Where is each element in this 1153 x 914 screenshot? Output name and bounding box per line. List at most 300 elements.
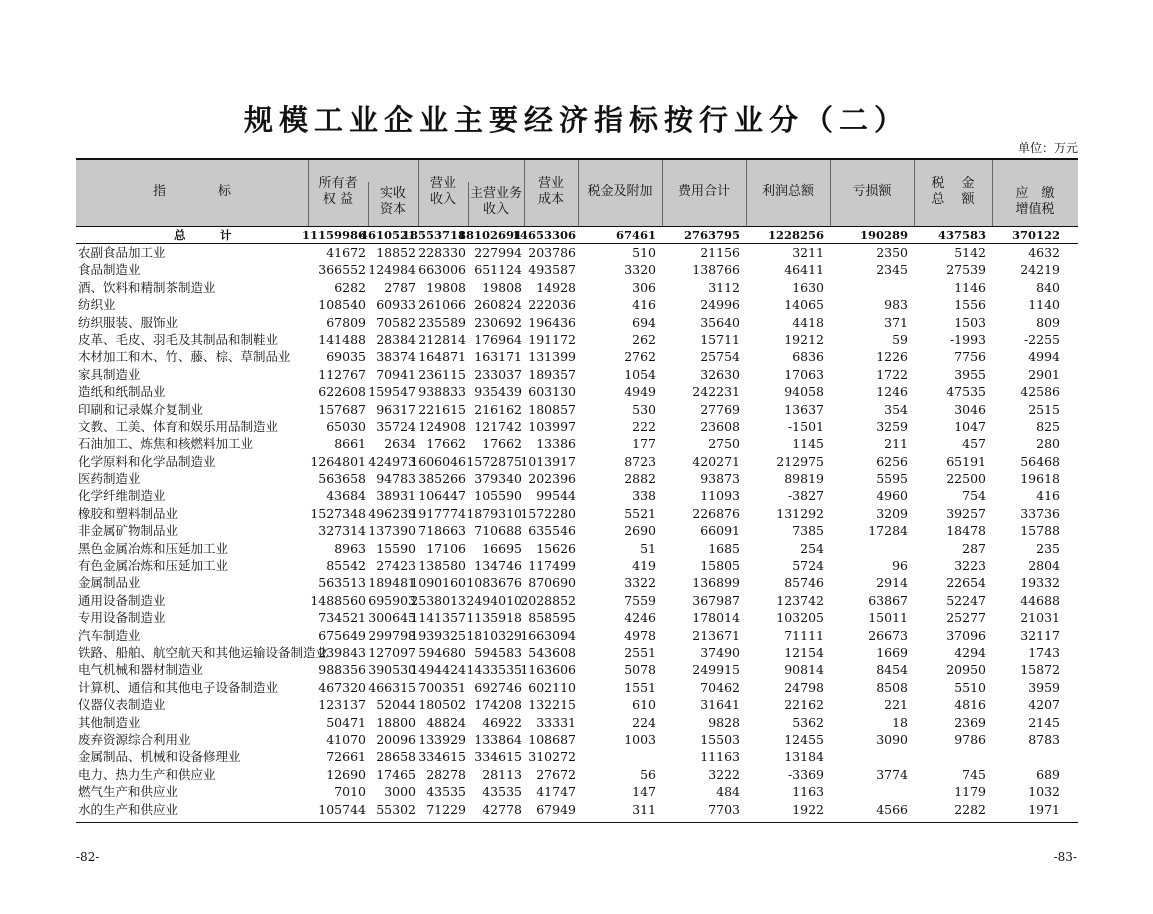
row-value: 2762 <box>624 349 656 365</box>
row-value: 43535 <box>482 784 522 800</box>
row-value: 216162 <box>474 401 522 417</box>
table-row <box>76 609 1078 626</box>
row-value: 180502 <box>418 697 466 713</box>
row-value: 1141357 <box>410 610 466 626</box>
row-value: 4949 <box>624 384 656 400</box>
row-value: 65030 <box>326 418 366 434</box>
table-row <box>76 279 1078 296</box>
row-name: 家具制造业 <box>78 366 141 382</box>
row-name: 电气机械和器材制造业 <box>78 662 204 678</box>
row-value: 300645 <box>368 610 416 626</box>
row-value: 93873 <box>700 471 740 487</box>
row-value: 9786 <box>954 731 986 747</box>
row-value: 90814 <box>784 662 824 678</box>
row-name: 文教、工美、体育和娱乐用品制造业 <box>78 418 279 434</box>
row-name: 食品制造业 <box>78 262 141 278</box>
row-value: 1606046 <box>410 453 466 469</box>
row-value: 56468 <box>1020 453 1060 469</box>
table-row <box>76 401 1078 418</box>
row-value: 1047 <box>954 418 986 434</box>
row-value: 8454 <box>876 662 908 678</box>
row-value: 718663 <box>418 523 466 539</box>
row-value: 2763795 <box>683 228 740 242</box>
row-value: 21031 <box>1020 610 1060 626</box>
row-value: 424973 <box>368 453 416 469</box>
row-value: 4816 <box>954 697 986 713</box>
row-value: 67461 <box>615 228 656 242</box>
row-value: 1140 <box>1028 297 1060 313</box>
table-row <box>76 714 1078 731</box>
table-row <box>76 801 1078 818</box>
row-value: 366552 <box>318 262 366 278</box>
row-value: 133929 <box>418 731 466 747</box>
row-value: 222 <box>632 418 656 434</box>
row-value: 2690 <box>624 523 656 539</box>
row-value: 71111 <box>784 627 824 643</box>
unit-label: 单位：万元 <box>1017 141 1078 155</box>
row-value: 2804 <box>1028 558 1060 574</box>
row-value: 858595 <box>528 610 576 626</box>
table-row <box>76 748 1078 765</box>
row-value: 7010 <box>334 784 366 800</box>
row-name: 有色金属冶炼和压延加工业 <box>78 558 229 574</box>
row-value: 510 <box>632 245 656 260</box>
row-value: 9828 <box>708 714 740 730</box>
table-row <box>76 331 1078 348</box>
row-value: 311 <box>632 801 656 817</box>
row-value: 5510 <box>954 679 986 695</box>
row-value: 420271 <box>692 453 740 469</box>
row-value: 3320 <box>624 262 656 278</box>
row-value: 1494424 <box>410 662 466 678</box>
row-value: 437583 <box>937 228 986 242</box>
row-value: 38374 <box>376 349 416 365</box>
row-value: 1527348 <box>310 505 366 521</box>
row-value: 467320 <box>318 679 366 695</box>
row-value: 124984 <box>368 262 416 278</box>
row-value: 334615 <box>418 749 466 765</box>
row-value: 651124 <box>474 262 522 278</box>
row-name: 金属制品业 <box>78 575 141 591</box>
row-value: 27539 <box>946 262 986 278</box>
row-name: 专用设备制造业 <box>78 610 166 626</box>
row-value: 14653306 <box>511 228 576 242</box>
row-value: 174208 <box>474 697 522 713</box>
row-value: 260824 <box>474 297 522 313</box>
row-value: 809 <box>1036 314 1060 330</box>
row-value: 1433535 <box>466 662 522 678</box>
table-row <box>76 540 1078 557</box>
row-value: -1993 <box>949 331 986 347</box>
table-row <box>76 644 1078 661</box>
row-name: 计算机、通信和其他电子设备制造业 <box>78 679 279 695</box>
row-value: 18852 <box>376 245 416 260</box>
row-name: 酒、饮料和精制茶制造业 <box>78 279 216 295</box>
row-value: 1146 <box>954 279 986 295</box>
row-value: 5521 <box>624 505 656 521</box>
row-value: 3209 <box>876 505 908 521</box>
row-value: 190289 <box>859 228 908 242</box>
row-value: 70462 <box>700 679 740 695</box>
row-value: 622608 <box>318 384 366 400</box>
row-value: 2901 <box>1028 366 1060 382</box>
row-value: 840 <box>1036 279 1060 295</box>
row-name: 水的生产和供应业 <box>78 801 179 817</box>
row-value: 1669 <box>876 644 908 660</box>
row-value: 27672 <box>536 766 576 782</box>
row-value: 159547 <box>368 384 416 400</box>
row-value: 191172 <box>528 331 576 347</box>
row-value: 7703 <box>708 801 740 817</box>
row-name: 化学原料和化学品制造业 <box>78 453 216 469</box>
row-value: 1685 <box>708 540 740 556</box>
row-value: 38931 <box>376 488 416 504</box>
row-value: 26673 <box>868 627 908 643</box>
row-value: 603130 <box>528 384 576 400</box>
row-value: 11093 <box>700 488 740 504</box>
row-value: 4632 <box>1028 245 1060 260</box>
row-value: 2634 <box>384 436 416 452</box>
row-value: 2515 <box>1028 401 1060 417</box>
row-value: 222036 <box>528 297 576 313</box>
row-value: 7385 <box>792 523 824 539</box>
row-value: 35640 <box>700 314 740 330</box>
row-value: 419 <box>632 558 656 574</box>
row-value: 47535 <box>946 384 986 400</box>
row-value: 65191 <box>946 453 986 469</box>
table-row <box>76 383 1078 400</box>
row-value: 689 <box>1036 766 1060 782</box>
table-row <box>76 696 1078 713</box>
row-value: 1090160 <box>410 575 466 591</box>
row-value: 2369 <box>954 714 986 730</box>
row-name: 印刷和记录媒介复制业 <box>78 401 204 417</box>
row-value: 17662 <box>482 436 522 452</box>
row-value: 4294 <box>954 644 986 660</box>
row-value: 280 <box>1036 436 1060 452</box>
row-value: 8661 <box>334 436 366 452</box>
row-value: 12455 <box>784 731 824 747</box>
row-value: 1246 <box>876 384 908 400</box>
row-name: 电力、热力生产和供应业 <box>78 766 216 782</box>
row-value: 1003 <box>624 731 656 747</box>
row-value: 19618 <box>1020 471 1060 487</box>
row-value: 157687 <box>318 401 366 417</box>
row-value: 4566 <box>876 801 908 817</box>
row-value: 23608 <box>700 418 740 434</box>
table-row <box>76 592 1078 609</box>
row-value: 85542 <box>326 558 366 574</box>
row-value: 1743 <box>1028 644 1060 660</box>
row-value: 1163 <box>792 784 824 800</box>
row-value: 52044 <box>376 697 416 713</box>
row-value: 48824 <box>426 714 466 730</box>
table-header <box>76 160 1078 227</box>
row-value: 43684 <box>326 488 366 504</box>
row-name: 医药制造业 <box>78 471 141 487</box>
row-name: 石油加工、炼焦和核燃料加工业 <box>78 436 254 452</box>
row-value: 1013917 <box>520 453 576 469</box>
header-cost: 营业 成本 <box>537 176 564 207</box>
row-value: 41672 <box>326 245 366 260</box>
row-value: 8783 <box>1028 731 1060 747</box>
row-name: 皮革、毛皮、羽毛及其制品和制鞋业 <box>78 331 279 347</box>
row-value: 663006 <box>418 262 466 278</box>
row-value: 338 <box>632 488 656 504</box>
row-value: 96317 <box>376 401 416 417</box>
row-name: 橡胶和塑料制品业 <box>78 505 179 521</box>
row-value: 39257 <box>946 505 986 521</box>
row-value: 935439 <box>474 384 522 400</box>
row-value: 22654 <box>946 575 986 591</box>
table-row <box>76 366 1078 383</box>
row-value: 221615 <box>418 401 466 417</box>
row-value: 496239 <box>368 505 416 521</box>
row-value: 46411 <box>784 262 824 278</box>
row-value: 2145 <box>1028 714 1060 730</box>
row-value: 123137 <box>318 697 366 713</box>
row-value: 870690 <box>528 575 576 591</box>
row-value: 24219 <box>1020 262 1060 278</box>
row-value: 22500 <box>946 471 986 487</box>
row-value: 5595 <box>876 471 908 487</box>
row-value: 3211 <box>792 245 824 260</box>
table-row <box>76 261 1078 278</box>
row-value: 4994 <box>1028 349 1060 365</box>
row-value: 55302 <box>376 801 416 817</box>
row-value: 37096 <box>946 627 986 643</box>
row-value: 3322 <box>624 575 656 591</box>
row-value: 13184 <box>784 749 824 765</box>
row-value: 11163 <box>700 749 740 765</box>
row-value: 163171 <box>474 349 522 365</box>
row-value: 4246 <box>624 610 656 626</box>
table-row <box>76 453 1078 470</box>
row-value: 132215 <box>528 697 576 713</box>
row-value: 19212 <box>784 331 824 347</box>
row-value: 602110 <box>528 679 576 695</box>
row-value: 6836 <box>792 349 824 365</box>
header-expenses: 费用合计 <box>677 184 730 199</box>
table-body <box>76 228 1078 818</box>
row-value: 18553718 <box>401 228 466 242</box>
row-value: 123742 <box>776 592 824 608</box>
row-value: 466315 <box>368 679 416 695</box>
table-row <box>76 766 1078 783</box>
row-value: 233037 <box>474 366 522 382</box>
row-value: 371 <box>884 314 908 330</box>
row-value: 5142 <box>954 245 986 260</box>
row-value: 50471 <box>326 714 366 730</box>
row-name: 其他制造业 <box>78 714 141 730</box>
row-value: 675649 <box>318 627 366 643</box>
row-value: 1630 <box>792 279 824 295</box>
row-value: 1145 <box>792 436 824 452</box>
row-value: 164871 <box>418 349 466 365</box>
table-row <box>76 731 1078 748</box>
row-value: 17465 <box>376 766 416 782</box>
row-value: 12154 <box>784 644 824 660</box>
row-value: 17063 <box>784 366 824 382</box>
row-value: 370122 <box>1011 228 1060 242</box>
row-name: 农副食品加工业 <box>78 245 166 260</box>
row-value: 1556 <box>954 297 986 313</box>
row-value: 227994 <box>474 245 522 260</box>
row-value: 310272 <box>528 749 576 765</box>
row-value: 22162 <box>784 697 824 713</box>
row-value: 2882 <box>624 471 656 487</box>
header-main-revenue: 主营业务 收入 <box>469 186 522 217</box>
table-row <box>76 574 1078 591</box>
row-value: 28278 <box>426 766 466 782</box>
row-value: 19808 <box>426 279 466 295</box>
page-title: 规模工业企业主要经济指标按行业分（二） <box>243 103 909 137</box>
page-number-left: -82- <box>76 850 100 864</box>
table-row <box>76 470 1078 487</box>
row-value: 594583 <box>474 644 522 660</box>
row-value: 176964 <box>474 331 522 347</box>
row-value: 33736 <box>1020 505 1060 521</box>
row-value: 103997 <box>528 418 576 434</box>
row-value: 32117 <box>1020 627 1060 643</box>
row-value: 25754 <box>700 349 740 365</box>
row-value: 2914 <box>876 575 908 591</box>
row-name: 通用设备制造业 <box>78 592 166 608</box>
row-value: 71229 <box>426 801 466 817</box>
row-value: 938833 <box>418 384 466 400</box>
row-value: 178014 <box>692 610 740 626</box>
row-value: 230692 <box>474 314 522 330</box>
row-value: 60933 <box>376 297 416 313</box>
row-value: 5724 <box>792 558 824 574</box>
row-value: 3000 <box>384 784 416 800</box>
row-value: 85746 <box>784 575 824 591</box>
row-value: 131292 <box>776 505 824 521</box>
row-value: 141488 <box>318 331 366 347</box>
row-value: 3774 <box>876 766 908 782</box>
header-paid-capital: 实收 资本 <box>379 186 406 217</box>
row-value: 16695 <box>482 540 522 556</box>
row-value: 1572280 <box>520 505 576 521</box>
row-value: 24798 <box>784 679 824 695</box>
row-value: 635546 <box>528 523 576 539</box>
row-value: 563658 <box>318 471 366 487</box>
page-number-right: -83- <box>1053 850 1077 864</box>
row-value: 112767 <box>318 366 366 382</box>
row-value: 136899 <box>692 575 740 591</box>
row-value: 1939325 <box>410 627 466 643</box>
row-name: 化学纤维制造业 <box>78 488 166 504</box>
row-value: 69035 <box>326 349 366 365</box>
row-value: 236115 <box>418 366 466 382</box>
row-value: 1879310 <box>466 505 522 521</box>
row-value: 2350 <box>876 245 908 260</box>
row-name: 黑色金属冶炼和压延加工业 <box>78 540 229 556</box>
row-value: 228330 <box>418 245 466 260</box>
row-value: 103205 <box>776 610 824 626</box>
row-value: 20950 <box>946 662 986 678</box>
row-value: 24996 <box>700 297 740 313</box>
row-value: 563513 <box>318 575 366 591</box>
row-value: 17106 <box>426 540 466 556</box>
row-value: 106447 <box>418 488 466 504</box>
row-value: 3259 <box>876 418 908 434</box>
row-value: 1032 <box>1028 784 1060 800</box>
row-value: 63867 <box>868 592 908 608</box>
row-value: 70582 <box>376 314 416 330</box>
row-value: 1922 <box>792 801 824 817</box>
row-value: 28113 <box>482 766 522 782</box>
row-value: 1810329 <box>466 627 522 643</box>
row-value: 196436 <box>528 314 576 330</box>
row-value: 2028852 <box>520 592 576 608</box>
row-name: 铁路、船舶、航空航天和其他运输设备制造业 <box>78 644 329 660</box>
row-value: 17662 <box>426 436 466 452</box>
row-value: 1226 <box>876 349 908 365</box>
row-value: 147 <box>632 784 656 800</box>
row-value: 594680 <box>418 644 466 660</box>
row-value: 385266 <box>418 471 466 487</box>
row-name: 金属制品、机械和设备修理业 <box>78 749 241 765</box>
row-value: 299798 <box>368 627 416 643</box>
row-value: 2494010 <box>466 592 522 608</box>
row-value: 354 <box>884 401 908 417</box>
header-loss: 亏损额 <box>852 184 892 199</box>
row-value: 180857 <box>528 401 576 417</box>
row-name: 造纸和纸制品业 <box>78 384 166 400</box>
row-value: 203786 <box>528 245 576 260</box>
row-value: 15011 <box>868 610 908 626</box>
row-value: 20096 <box>376 731 416 747</box>
row-value: 8963 <box>334 540 366 556</box>
row-value: 189481 <box>368 575 416 591</box>
row-value: 3959 <box>1028 679 1060 695</box>
row-value: 13637 <box>784 401 824 417</box>
table-row <box>76 487 1078 504</box>
row-value: 105744 <box>318 801 366 817</box>
table-row <box>76 627 1078 644</box>
row-value: 2538013 <box>410 592 466 608</box>
row-value: 117499 <box>528 558 576 574</box>
row-value: 67949 <box>536 801 576 817</box>
row-value: 3090 <box>876 731 908 747</box>
row-value: 710688 <box>474 523 522 539</box>
row-value: 1722 <box>876 366 908 382</box>
row-value: 99544 <box>536 488 576 504</box>
row-value: 177 <box>632 436 656 452</box>
row-value: 3223 <box>954 558 986 574</box>
row-value: 1572875 <box>466 453 522 469</box>
row-value: 15788 <box>1020 523 1060 539</box>
row-value: 59 <box>892 331 908 347</box>
row-value: 189357 <box>528 366 576 382</box>
row-value: 138766 <box>692 262 740 278</box>
row-value: 7559 <box>624 592 656 608</box>
row-value: 66091 <box>700 523 740 539</box>
row-name: 总 计 <box>174 228 232 242</box>
row-value: 17284 <box>868 523 908 539</box>
row-name: 燃气生产和供应业 <box>78 784 179 800</box>
row-value: 4978 <box>624 627 656 643</box>
row-value: 19332 <box>1020 575 1060 591</box>
table-row <box>76 314 1078 331</box>
row-value: 15626 <box>536 540 576 556</box>
row-value: 138580 <box>418 558 466 574</box>
row-value: 211 <box>884 436 908 452</box>
row-value: 12690 <box>326 766 366 782</box>
row-value: 1663094 <box>520 627 576 643</box>
row-value: 18 <box>892 714 908 730</box>
